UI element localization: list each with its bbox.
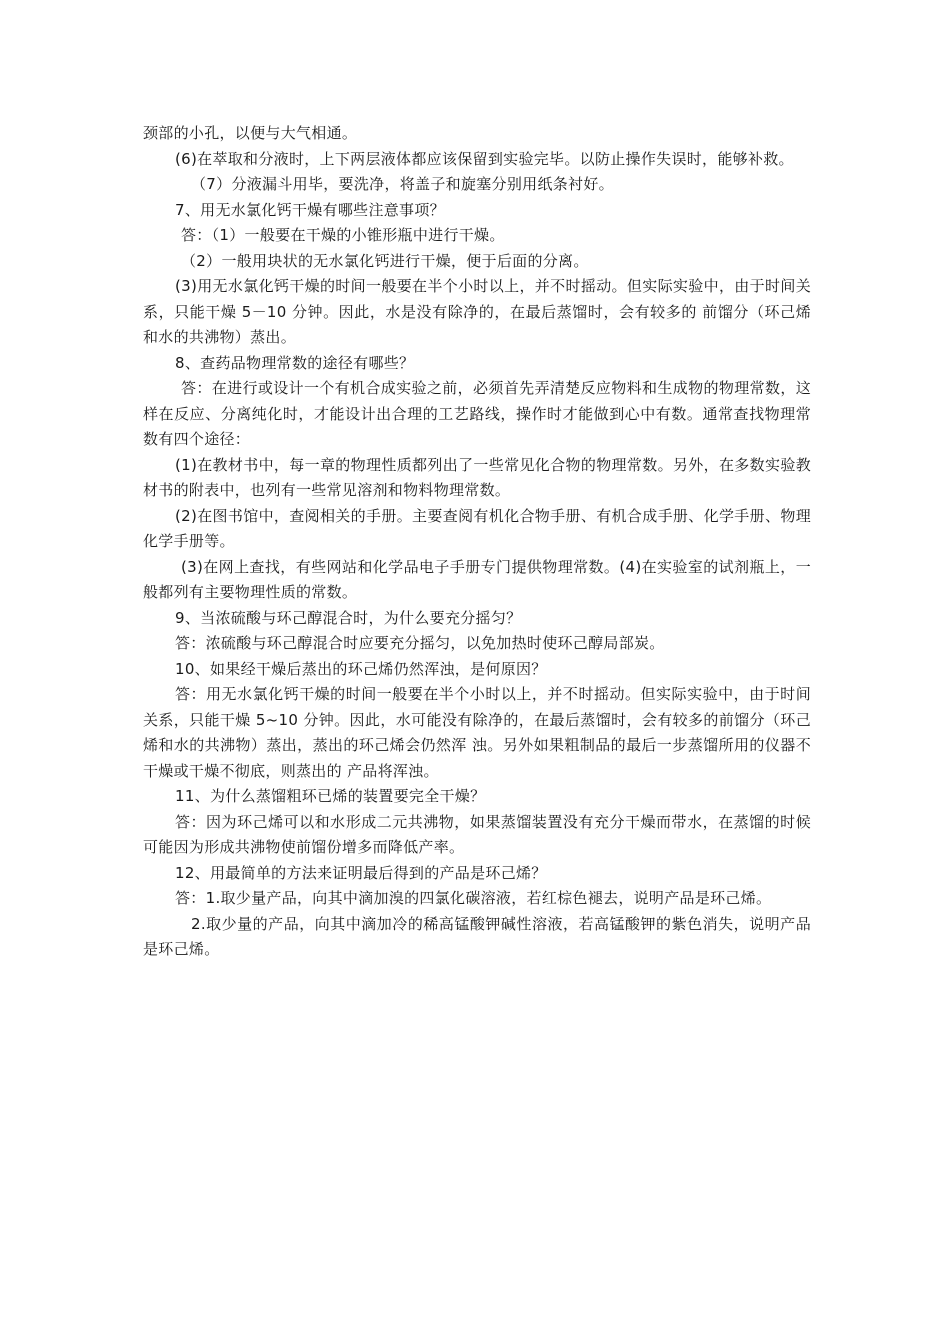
document-page <box>143 121 811 963</box>
answer-12-method-2: 2.取少量的产品，向其中滴加冷的稀高锰酸钾碱性溶液，若高锰酸钾的紫色消失，说明产品是环己烯。 <box>143 914 811 958</box>
question-8: 8、查药品物理常数的途径有哪些？ <box>175 353 415 372</box>
answer-8-point-1: (1)在教材书中，每一章的物理性质都列出了一些常见化合物的物理常数。另外，在多数实验教材书的附表中，也列有一些常见溶剂和物料物理常数。 <box>143 455 811 499</box>
answer-11: 答：因为环己烯可以和水形成二元共沸物，如果蒸馏装置没有充分干燥而带水，在蒸馏的时候可能因为形成共沸物使前馏份增多而降低产率。 <box>143 812 811 856</box>
answer-8-intro: 答：在进行或设计一个有机合成实验之前，必须首先弄清楚反应物料和生成物的物理常数，这样在反应、分离纯化时，才能设计出合理的工艺路线，操作时才能做到心中有数。通常查找物理常数有四个途径： <box>143 379 811 448</box>
answer-8-point-3-4: (3)在网上查找，有些网站和化学品电子手册专门提供物理常数。(4)在实验室的试剂瓶上，一般都列有主要物理性质的常数。 <box>143 557 811 601</box>
answer-7-point-1: 答：（1）一般要在干燥的小锥形瓶中进行干燥。 <box>181 226 505 244</box>
question-12: 12、用最简单的方法来证明最后得到的产品是环己烯？ <box>175 863 547 882</box>
answer-7-point-2: （2）一般用块状的无水氯化钙进行干燥，便于后面的分离。 <box>181 251 589 270</box>
answer-8-point-2: (2)在图书馆中，查阅相关的手册。主要查阅有机化合物手册、有机合成手册、化学手册、物理化学手册等。 <box>143 506 811 550</box>
question-11: 11、为什么蒸馏粗环已烯的装置要完全干燥？ <box>175 787 486 805</box>
paragraph-extraction-layers: (6)在萃取和分液时，上下两层液体都应该保留到实验完毕。以防止操作失误时，能够补救。 <box>175 149 794 168</box>
paragraph-funnel-neck-hole: 颈部的小孔，以便与大气相通。 <box>143 124 358 142</box>
answer-7-point-3: (3)用无水氯化钙干燥的时间一般要在半个小时以上，并不时摇动。但实际实验中，由于时间关系，只能干燥 5－10 分钟。因此，水是没有除净的，在最后蒸馏时，会有较多的 前馏分（环己烯和水的共沸物）蒸出。 <box>143 277 811 346</box>
answer-9: 答：浓硫酸与环己醇混合时应要充分摇匀，以免加热时使环己醇局部炭。 <box>175 634 665 652</box>
question-7: 7、用无水氯化钙干燥有哪些注意事项？ <box>175 200 445 219</box>
question-10: 10、如果经干燥后蒸出的环己烯仍然浑浊，是何原因？ <box>175 659 547 678</box>
answer-12-method-1: 答：1.取少量产品，向其中滴加溴的四氯化碳溶液，若红棕色褪去，说明产品是环己烯。 <box>175 889 772 907</box>
question-9: 9、当浓硫酸与环己醇混合时，为什么要充分摇匀？ <box>175 608 522 627</box>
paragraph-funnel-cleaning: （7）分液漏斗用毕，要洗净，将盖子和旋塞分别用纸条衬好。 <box>191 175 614 193</box>
answer-10: 答：用无水氯化钙干燥的时间一般要在半个小时以上，并不时摇动。但实际实验中，由于时间关系，只能干燥 5~10 分钟。因此，水可能没有除净的，在最后蒸馏时，会有较多的前馏分（环己烯和水的共沸物）蒸出，蒸出的环己烯会仍然浑 浊。另外如果粗制品的最后一步蒸馏所用的仪器不干燥或干燥不彻底，则蒸出的 产品将浑浊。 <box>143 685 811 780</box>
